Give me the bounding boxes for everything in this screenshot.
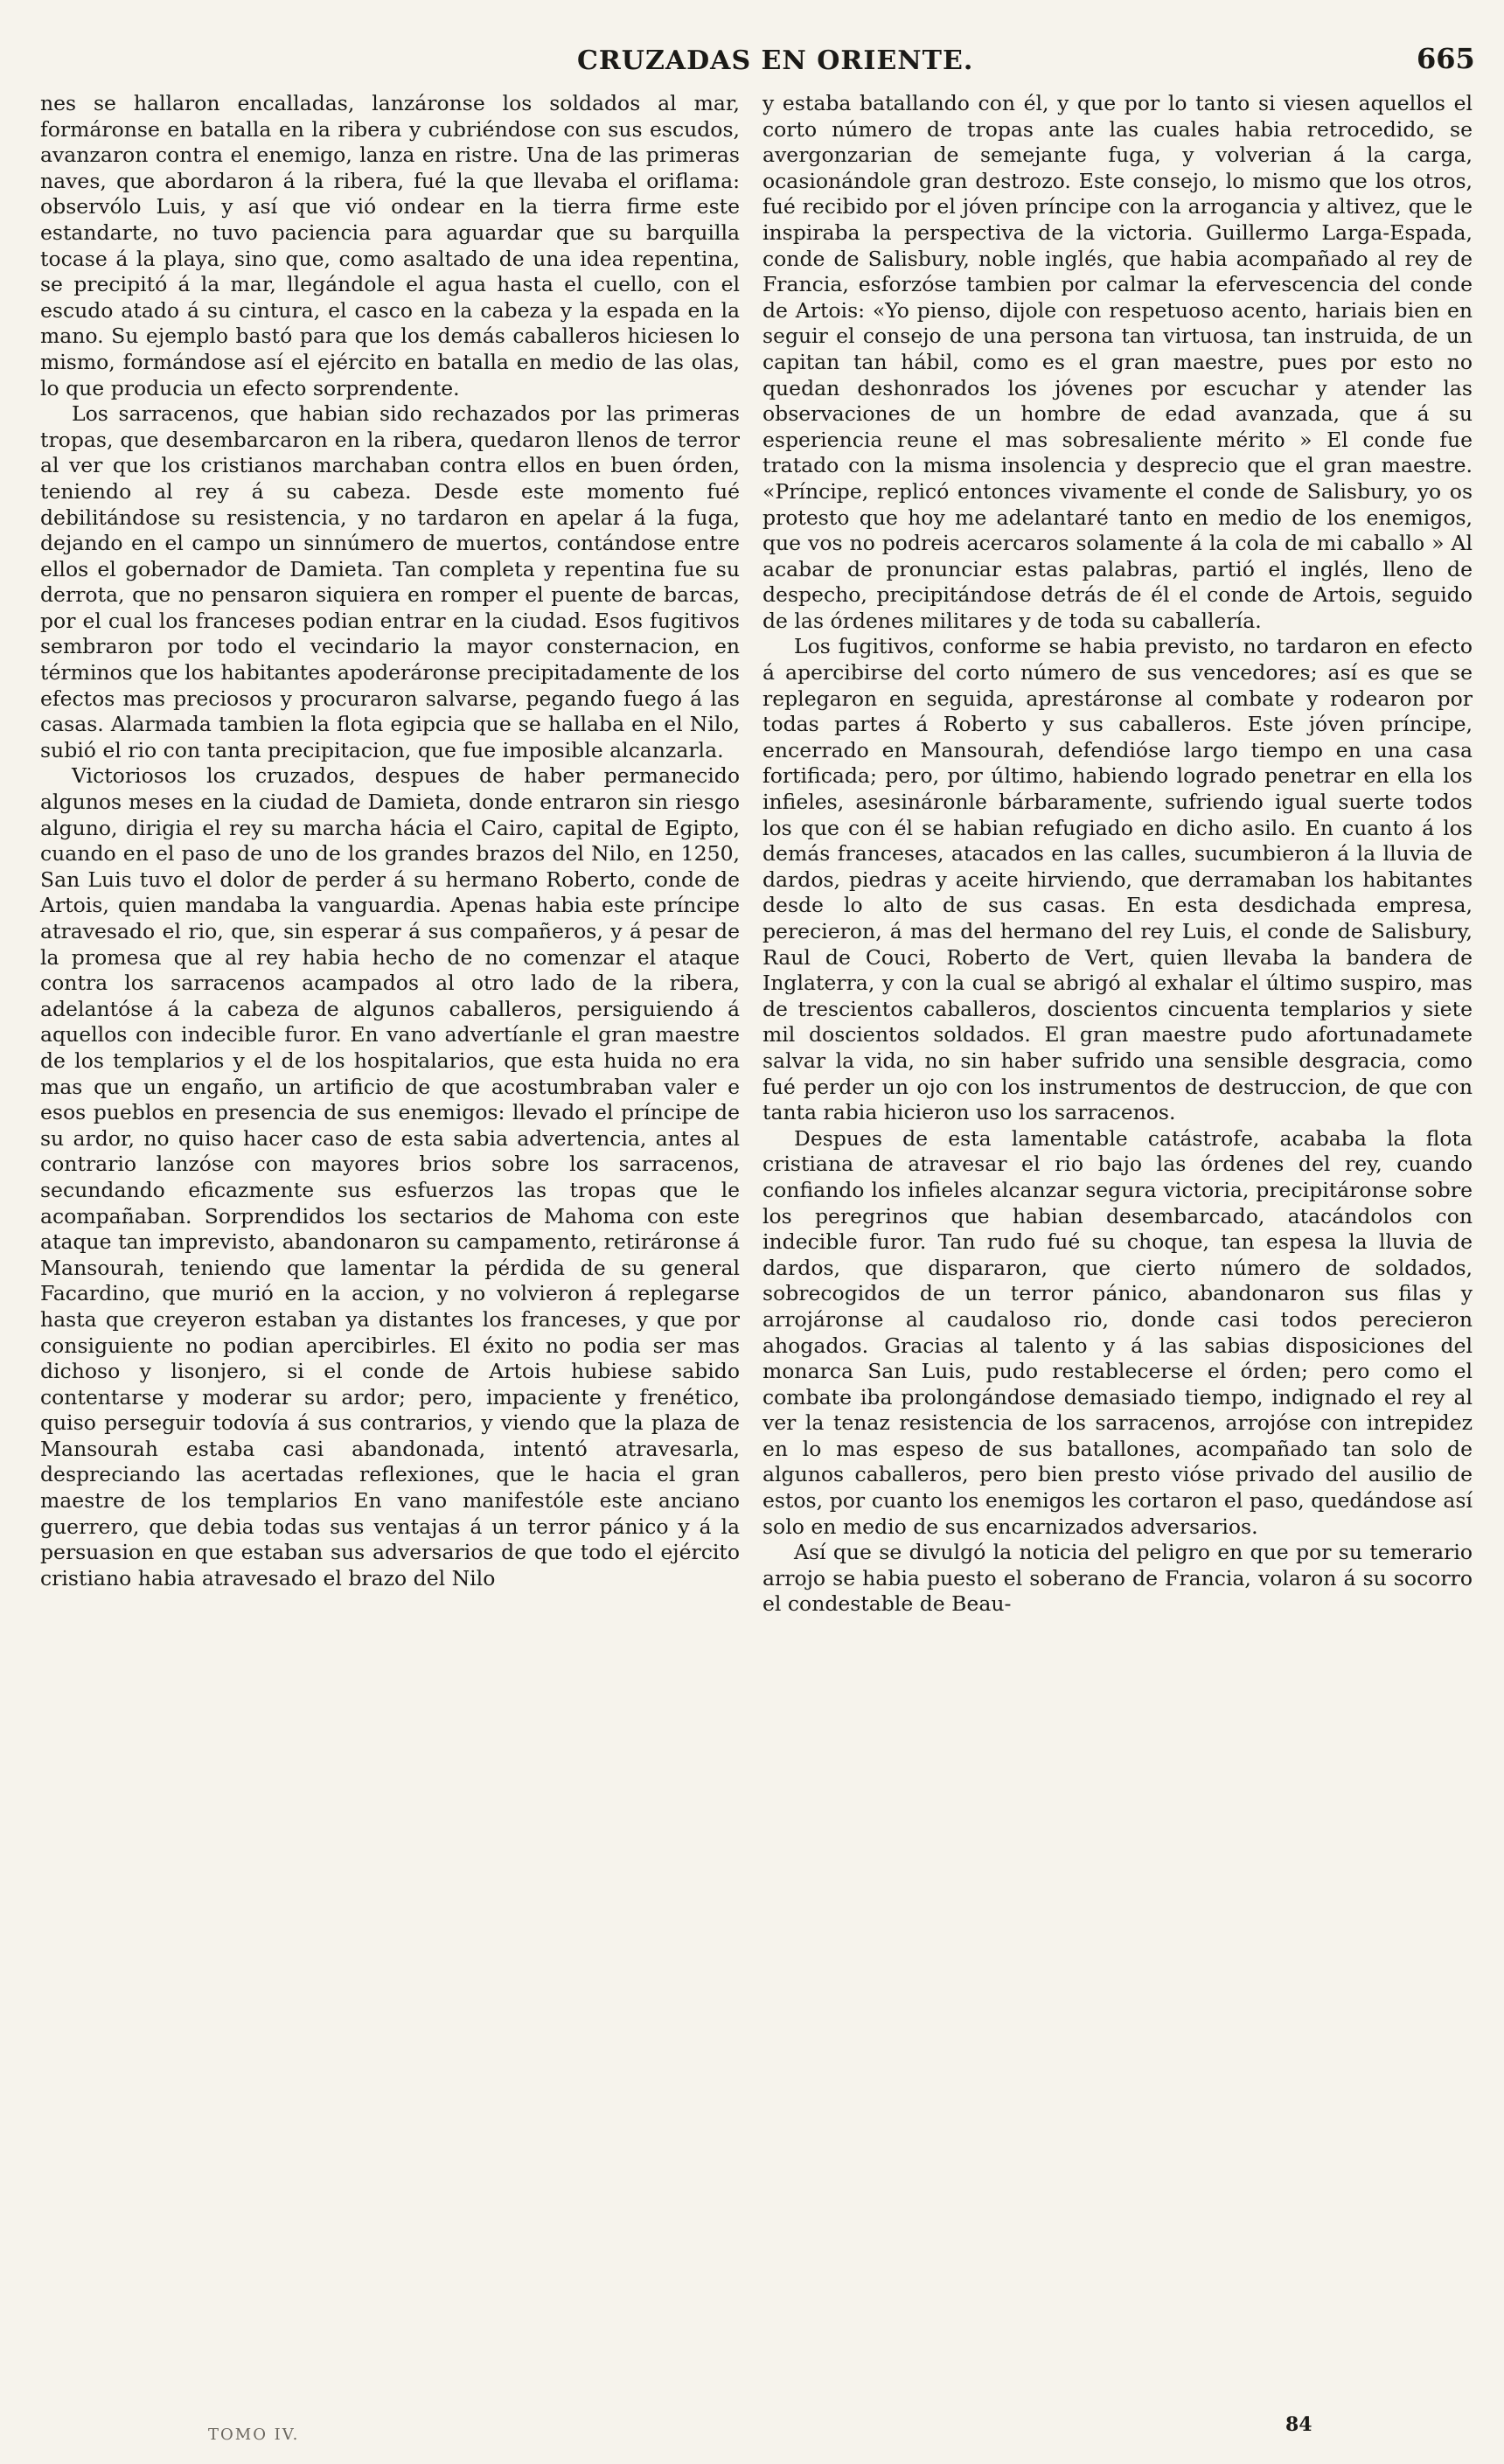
left-text-column	[40, 91, 740, 1591]
paragraph: Victoriosos los cruzados, despues de haber permanecido algunos meses en la ciudad de Damieta, donde entraron sin riesgo alguno, dirigia el rey su marcha hácia el Cairo, capital de Egipto, cuando en el paso de uno de los grandes brazos del Nilo, en 1250, San Luis tuvo el dolor de perder á su hermano Roberto, conde de Artois, quien mandaba la vanguardia. Apenas habia este príncipe atravesado el rio, que, sin esperar á sus compañeros, y á pesar de la promesa que al rey habia hecho de no comenzar el ataque contra los sarracenos acampados al otro lado de la ribera, adelantóse á la cabeza de algunos caballeros, persiguiendo á aquellos con indecible furor. En vano advertíanle el gran maestre de los templarios y el de los hospitalarios, que esta huida no era mas que un engaño, un artificio de que acostumbraban valer e esos pueblos en presencia de sus enemigos: llevado el príncipe de su ardor, no quiso hacer caso de esta sabia advertencia, antes al contrario lanzóse con mayores brios sobre los sarracenos, secundando eficazmente sus esfuerzos las tropas que le acompañaban. Sorprendidos los sectarios de Mahoma con este ataque tan imprevisto, abandonaron su campamento, retiráronse á Mansourah, teniendo que lamentar la pérdida de su general Facardino, que murió en la accion, y no volvieron á replegarse hasta que creyeron estaban ya distantes los franceses, y que por consiguiente no podian apercibirles. El éxito no podia ser mas dichoso y lisonjero, si el conde de Artois hubiese sabido contentarse y moderar su ardor; pero, impaciente y frenético, quiso perseguir todovía á sus contrarios, y viendo que la plaza de Mansourah estaba casi abandonada, intentó atravesarla, despreciando las acertadas reflexiones, que le hacia el gran maestre de los templarios En vano manifestóle este anciano guerrero, que debia todas sus ventajas á un terror pánico y á la persuasion en que estaban sus adversarios de que todo el ejército cristiano habia atravesado el brazo del Nilo	[40, 763, 740, 1590]
paragraph: Los sarracenos, que habian sido rechazados por las primeras tropas, que desembarcaron en la ribera, quedaron llenos de terror al ver que los cristianos marchaban contra ellos en buen órden, teniendo al rey á su cabeza. Desde este momento fué debilitándose su resistencia, y no tardaron en apelar á la fuga, dejando en el campo un sinnúmero de muertos, contándose entre ellos el gobernador de Damieta. Tan completa y repentina fue su derrota, que no pensaron siquiera en romper el puente de barcas, por el cual los franceses podian entrar en la ciudad. Esos fugitivos sembraron por todo el vecindario la mayor consternacion, en términos que los habitantes apoderáronse precipitadamente de los efectos mas preciosos y procuraron salvarse, pegando fuego á las casas. Alarmada tambien la flota egipcia que se hallaba en el Nilo, subió el rio con tanta precipitacion, que fue imposible alcanzarla.	[40, 401, 740, 762]
running-head-title: CRUZADAS EN ORIENTE.	[577, 45, 974, 76]
page-number: 665	[1417, 42, 1475, 75]
paragraph: nes se hallaron encalladas, lanzáronse los soldados al mar, formáronse en batalla en la ribera y cubriéndose con sus escudos, avanzaron contra el enemigo, lanza en ristre. Una de las primeras naves, que abordaron á la ribera, fué la que llevaba el oriflama: observólo Luis, y así que vió ondear en la tierra firme este estandarte, no tuvo paciencia para aguardar que su barquilla tocase á la playa, sino que, como asaltado de una idea repentina, se precipitó á la mar, llegándole el agua hasta el cuello, con el escudo atado á su cintura, el casco en la cabeza y la espada en la mano. Su ejemplo bastó para que los demás caballeros hiciesen lo mismo, formándose así el ejército en batalla en medio de las olas, lo que producia un efecto sorprendente.	[40, 91, 740, 400]
right-text-column	[762, 91, 1473, 1618]
signature-mark: 84	[1285, 2413, 1313, 2436]
volume-footer: TOMO IV.	[208, 2426, 300, 2444]
paragraph: Despues de esta lamentable catástrofe, acababa la flota cristiana de atravesar el rio bajo las órdenes del rey, cuando confiando los infieles alcanzar segura victoria, precipitáronse sobre los peregrinos que habian desembarcado, atacándolos con indecible furor. Tan rudo fué su choque, tan espesa la lluvia de dardos, que dispararon, que cierto número de soldados, sobrecogidos de un terror pánico, abandonaron sus filas y arrojáronse al caudaloso rio, donde casi todos perecieron ahogados. Gracias al talento y á las sabias disposiciones del monarca San Luis, pudo restablecerse el órden; pero como el combate iba prolongándose demasiado tiempo, indignado el rey al ver la tenaz resistencia de los sarracenos, arrojóse con intrepidez en lo mas espeso de sus batallones, acompañado tan solo de algunos caballeros, pero bien presto vióse privado del ausilio de estos, por cuanto los enemigos les cortaron el paso, quedándose así solo en medio de sus encarnizados adversarios.	[762, 1125, 1473, 1539]
paragraph: Los fugitivos, conforme se habia previsto, no tardaron en efecto á apercibirse del corto número de sus vencedores; así es que se replegaron en seguida, aprestáronse al combate y rodearon por todas partes á Roberto y sus caballeros. Este jóven príncipe, encerrado en Mansourah, defendióse largo tiempo en una casa fortificada; pero, por último, habiendo logrado penetrar en ella los infieles, asesináronle bárbaramente, sufriendo igual suerte todos los que con él se habian refugiado en dicho asilo. En cuanto á los demás franceses, atacados en las calles, sucumbieron á la lluvia de dardos, piedras y aceite hirviendo, que derramaban los habitantes desde lo alto de sus casas. En esta desdichada empresa, perecieron, á mas del hermano del rey Luis, el conde de Salisbury, Raul de Couci, Roberto de Vert, quien llevaba la bandera de Inglaterra, y con la cual se abrigó al exhalar el último suspiro, mas de trescientos caballeros, doscientos cincuenta templarios y siete mil doscientos soldados. El gran maestre pudo afortunadamete salvar la vida, no sin haber sufrido una sensible desgracia, como fué perder un ojo con los instrumentos de destruccion, de que con tanta rabia hicieron uso los sarracenos.	[762, 634, 1473, 1125]
paragraph: Así que se divulgó la noticia del peligro en que por su temerario arrojo se habia puesto el soberano de Francia, volaron á su socorro el condestable de Beau-	[762, 1540, 1473, 1617]
paragraph: y estaba batallando con él, y que por lo tanto si viesen aquellos el corto número de tropas ante las cuales habia retrocedido, se avergonzarian de semejante fuga, y volverian á la carga, ocasionándole gran destrozo. Este consejo, lo mismo que los otros, fué recibido por el jóven príncipe con la arrogancia y altivez, que le inspiraba la perspectiva de la victoria. Guillermo Larga-Espada, conde de Salisbury, noble inglés, que habia acompañado al rey de Francia, esforzóse tambien por calmar la efervescencia del conde de Artois: «Yo pienso, dijole con respetuoso acento, hariais bien en seguir el consejo de una persona tan virtuosa, tan instruida, de un capitan tan hábil, como es el gran maestre, pues por esto no quedan deshonrados los jóvenes por escuchar y atender las observaciones de un hombre de edad avanzada, que á su esperiencia reune el mas sobresaliente mérito » El conde fue tratado con la misma insolencia y desprecio que el gran maestre. «Príncipe, replicó entonces vivamente el conde de Salisbury, yo os protesto que hoy me adelantaré tanto en medio de los enemigos, que vos no podreis acercaros solamente á la cola de mi caballo » Al acabar de pronunciar estas palabras, partió el inglés, lleno de despecho, precipitándose detrás de él el conde de Artois, seguido de las órdenes militares y de toda su caballería.	[762, 91, 1473, 633]
